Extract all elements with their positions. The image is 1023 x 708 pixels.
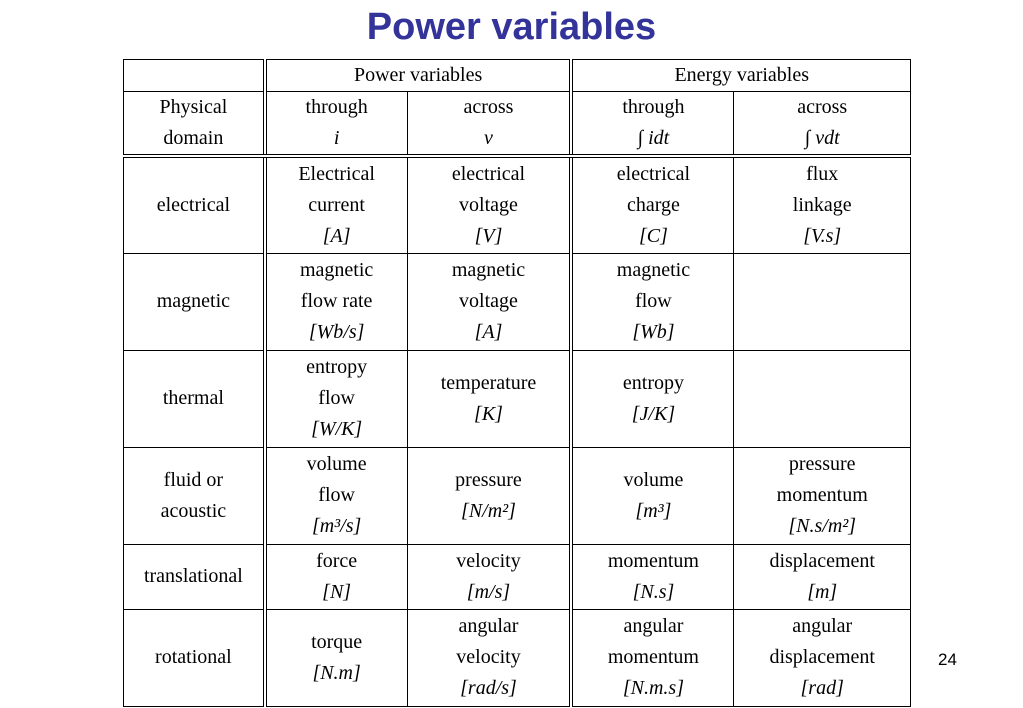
subheader-power-across: [407, 92, 571, 157]
domain-label: rotational: [155, 646, 232, 668]
variable-name: momentum: [607, 646, 699, 668]
subheader-energy-through: [571, 92, 733, 157]
variable-cell: [265, 156, 407, 253]
variable-name: magnetic: [616, 259, 691, 281]
variable-cell: [407, 609, 571, 706]
page-number: 24: [938, 650, 957, 669]
table-row: [124, 156, 911, 253]
variable-unit: [N/m²]: [461, 499, 516, 522]
domain-cell: [124, 447, 265, 544]
variable-name: flow: [635, 290, 672, 312]
variable-name: flow: [318, 387, 355, 409]
subheader-label: through: [305, 96, 368, 118]
table-row: [124, 609, 911, 706]
subheader-label: through: [622, 96, 685, 118]
variable-unit: [N.m]: [312, 661, 361, 684]
domain-label: thermal: [162, 387, 224, 409]
variable-name: momentum: [776, 484, 868, 506]
variable-name: linkage: [792, 193, 852, 216]
variable-cell: [571, 447, 733, 544]
variable-name: volume: [306, 453, 367, 475]
variable-unit: [N.s/m²]: [788, 515, 857, 537]
variable-name: voltage: [459, 193, 518, 216]
variable-name: charge: [626, 193, 680, 216]
table-row: [124, 447, 911, 544]
variable-unit: [m³/s]: [311, 515, 362, 537]
domain-cell: [124, 253, 265, 350]
domain-label: electrical: [156, 193, 231, 216]
variable-unit: [V]: [474, 224, 503, 247]
physical-domain-line-1: Physical: [159, 96, 228, 118]
variable-cell: [407, 253, 571, 350]
subheader-label: across: [463, 96, 514, 118]
variable-cell: [265, 544, 407, 609]
variable-cell: [734, 544, 911, 609]
variable-cell: [265, 253, 407, 350]
table-row: [124, 544, 911, 609]
variable-unit: [m/s]: [466, 580, 511, 603]
variable-name: volume: [623, 468, 684, 491]
variable-unit: [N.s]: [632, 580, 675, 603]
variable-unit: [V.s]: [803, 224, 842, 247]
variable-name: current: [308, 193, 365, 216]
variable-name: velocity: [456, 549, 521, 572]
variable-name: displacement: [769, 646, 875, 668]
variable-cell: [571, 350, 733, 447]
subheader-power-through: [265, 92, 407, 157]
domain-label: fluid or: [163, 468, 224, 491]
variable-unit: [rad/s]: [460, 677, 517, 699]
variable-name: voltage: [459, 290, 518, 312]
variable-name: electrical: [616, 162, 691, 185]
variable-name: magnetic: [451, 259, 526, 281]
variable-unit: [Wb]: [632, 321, 675, 343]
subheader-label: across: [797, 96, 848, 118]
variable-cell: [571, 156, 733, 253]
variable-cell: [571, 544, 733, 609]
variable-unit: [A]: [322, 224, 351, 247]
table-row: [124, 253, 911, 350]
physical-domain-line-2: domain: [163, 127, 224, 149]
variable-unit: [m³]: [635, 499, 672, 522]
variable-name: flow rate: [300, 290, 373, 312]
variable-name: angular: [792, 615, 853, 637]
variable-name: momentum: [607, 549, 699, 572]
variable-name: pressure: [455, 468, 522, 491]
variable-cell: [571, 253, 733, 350]
variable-unit: [K]: [474, 402, 503, 425]
variable-unit: [rad]: [800, 677, 844, 699]
variable-unit: [N.m.s]: [622, 677, 684, 699]
header-corner: [124, 60, 265, 92]
variable-name: force: [316, 549, 358, 572]
power-variables-header: Power variables: [265, 60, 572, 92]
variable-cell: [734, 609, 911, 706]
variable-name: pressure: [788, 453, 856, 475]
variable-unit: [Wb/s]: [308, 321, 365, 343]
variable-unit: [N]: [322, 580, 352, 603]
variable-unit: [m]: [807, 580, 838, 603]
header-row-subheaders: [124, 92, 911, 157]
variable-cell: [734, 350, 911, 447]
energy-variables-header: Energy variables: [571, 60, 910, 92]
variable-cell: [407, 544, 571, 609]
variable-cell: [265, 447, 407, 544]
variable-name: angular: [458, 615, 519, 637]
table-row: [124, 350, 911, 447]
variable-unit: [W/K]: [311, 418, 363, 440]
subheader-symbol: v: [484, 127, 493, 149]
domain-label: acoustic: [160, 499, 227, 522]
variable-name: angular: [623, 615, 684, 637]
page-title: Power variables: [366, 6, 657, 48]
variable-cell: [734, 156, 911, 253]
variable-cell: [407, 447, 571, 544]
variable-cell: [571, 609, 733, 706]
variable-name: torque: [311, 630, 363, 653]
domain-cell: [124, 350, 265, 447]
subheader-symbol: ∫ vdt: [804, 127, 840, 149]
variable-name: velocity: [456, 646, 521, 668]
variable-unit: [C]: [638, 224, 668, 247]
variable-cell: [734, 253, 911, 350]
physical-domain-header: [124, 92, 265, 157]
domain-cell: [124, 609, 265, 706]
variable-name: flow: [318, 484, 355, 506]
variable-name: displacement: [769, 549, 875, 572]
variable-cell: [407, 156, 571, 253]
variable-name: Electrical: [298, 162, 375, 185]
variable-name: entropy: [622, 371, 684, 394]
variable-unit: [J/K]: [631, 402, 676, 425]
variable-cell: [265, 350, 407, 447]
variable-name: electrical: [451, 162, 526, 185]
power-energy-variables-table: [123, 59, 911, 707]
variable-cell: [734, 447, 911, 544]
variable-unit: [A]: [474, 321, 503, 343]
variable-name: magnetic: [299, 259, 374, 281]
variable-name: entropy: [306, 356, 368, 378]
subheader-symbol: i: [333, 127, 340, 149]
domain-label: magnetic: [156, 290, 231, 312]
subheader-symbol: ∫ idt: [637, 127, 670, 149]
domain-cell: [124, 156, 265, 253]
domain-label: translational: [143, 565, 243, 587]
variable-name: temperature: [440, 371, 537, 394]
domain-cell: [124, 544, 265, 609]
variable-cell: [265, 609, 407, 706]
variable-cell: [407, 350, 571, 447]
variable-name: flux: [806, 162, 839, 185]
header-row-groups: [124, 60, 911, 92]
subheader-energy-across: [734, 92, 911, 157]
